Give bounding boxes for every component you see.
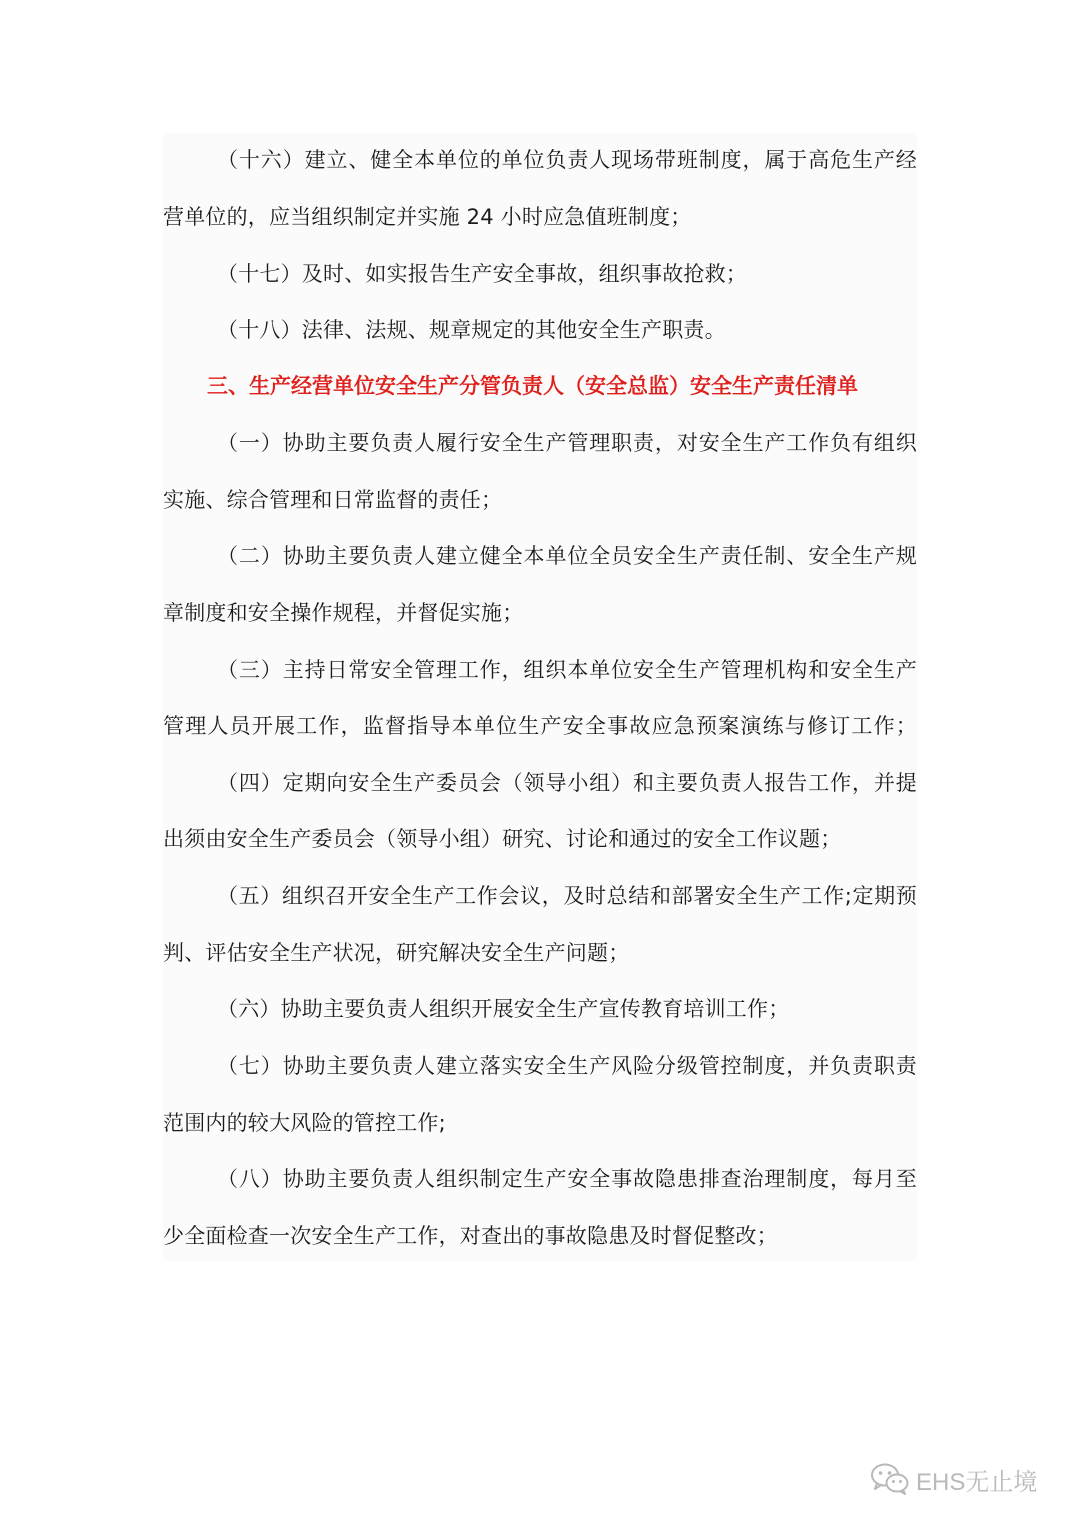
document-page xyxy=(163,133,917,1261)
paragraph-line: （一）协助主要负责人履行安全生产管理职责，对安全生产工作负有组织 xyxy=(217,431,917,455)
paragraph-line: （八）协助主要负责人组织制定生产安全事故隐患排查治理制度，每月至 xyxy=(217,1167,917,1191)
paragraph-line: （七）协助主要负责人建立落实安全生产风险分级管控制度，并负责职责 xyxy=(217,1054,917,1078)
paragraph-line: 范围内的较大风险的管控工作; xyxy=(163,1111,446,1135)
paragraph-line: 少全面检查一次安全生产工作，对查出的事故隐患及时督促整改； xyxy=(163,1224,778,1248)
paragraph-line: 判、评估安全生产状况，研究解决安全生产问题； xyxy=(163,941,630,965)
paragraph-line: 管理人员开展工作，监督指导本单位生产安全事故应急预案演练与修订工作； xyxy=(163,714,917,738)
section-heading: 三、生产经营单位安全生产分管负责人（安全总监）安全生产责任清单 xyxy=(207,374,858,398)
watermark xyxy=(870,1459,1037,1499)
paragraph-line: （三）主持日常安全管理工作，组织本单位安全生产管理机构和安全生产 xyxy=(217,658,917,682)
paragraph-line: （五）组织召开安全生产工作会议，及时总结和部署安全生产工作;定期预 xyxy=(217,884,917,908)
paragraph-line: （十八）法律、法规、规章规定的其他安全生产职责。 xyxy=(217,318,726,342)
paragraph-line: （四）定期向安全生产委员会（领导小组）和主要负责人报告工作，并提 xyxy=(217,771,917,795)
paragraph-line: （二）协助主要负责人建立健全本单位全员安全生产责任制、安全生产规 xyxy=(217,544,917,568)
watermark-text: EHS无止境 xyxy=(916,1468,1038,1496)
paragraph-line: 章制度和安全操作规程，并督促实施； xyxy=(163,601,524,625)
paragraph-line: （十七）及时、如实报告生产安全事故，组织事故抢救； xyxy=(217,262,747,286)
paragraph-line: （十六）建立、健全本单位的单位负责人现场带班制度，属于高危生产经 xyxy=(217,148,917,172)
paragraph-line: 实施、综合管理和日常监督的责任； xyxy=(163,488,503,512)
paragraph-line: 营单位的，应当组织制定并实施 24 小时应急值班制度； xyxy=(163,205,692,229)
paragraph-line: 出须由安全生产委员会（领导小组）研究、讨论和通过的安全工作议题； xyxy=(163,827,842,851)
wechat-icon xyxy=(870,1462,910,1496)
paragraph-line: （六）协助主要负责人组织开展安全生产宣传教育培训工作； xyxy=(217,997,790,1021)
